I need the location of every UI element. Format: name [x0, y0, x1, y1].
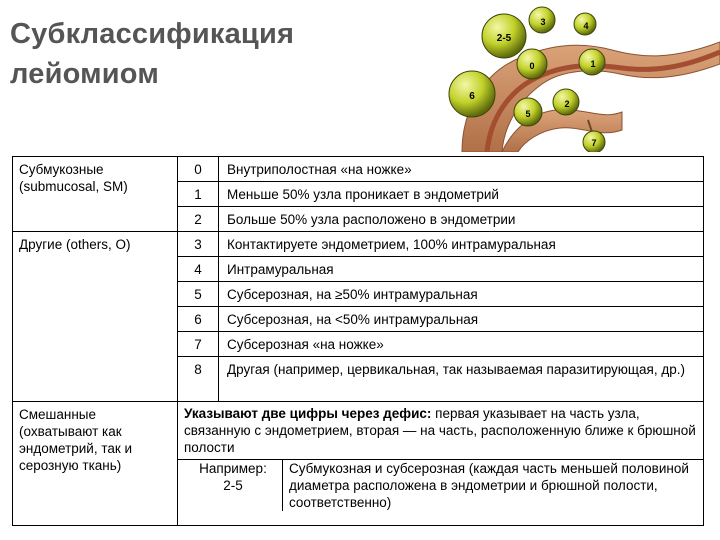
row-code: 0: [178, 157, 219, 182]
example-label: Например:: [199, 461, 267, 476]
node-5: [514, 98, 542, 126]
node-2: [553, 89, 579, 115]
row-code: 5: [178, 282, 219, 307]
table-row: [13, 157, 704, 182]
example-code: 2-5: [223, 478, 243, 493]
node-7: [583, 131, 605, 152]
mixed-cell: [178, 402, 704, 526]
title-line-1: Субклассификация: [10, 18, 295, 50]
row-description: Меньше 50% узла проникает в эндометрий: [219, 182, 704, 207]
node-3: [529, 7, 555, 33]
mixed-instruction-text: первая указывает на часть узла, связанную с эндометрием, вторая — на часть, расположенную ближе к брюшной полости: [184, 406, 696, 455]
node-label-6: 6: [469, 91, 475, 102]
row-description: Интрамуральная: [219, 257, 704, 282]
row-description: Больше 50% узла расположено в эндометрии: [219, 207, 704, 232]
node-1: [579, 49, 605, 75]
node-2-5: [482, 14, 526, 58]
fibroid-location-diagram: [442, 2, 720, 152]
row-code: 8: [178, 357, 219, 402]
node-0: [517, 49, 547, 79]
row-code: 1: [178, 182, 219, 207]
group-mixed: Смешанные (охватывают как эндометрий, так и серозную ткань): [13, 402, 178, 526]
row-description: Контактируете эндометрием, 100% интрамуральная: [219, 232, 704, 257]
node-label-0: 0: [529, 61, 535, 71]
example-row: [178, 460, 703, 512]
group-others: Другие (others, O): [13, 232, 178, 402]
classification-table: [12, 156, 704, 526]
example-text: Субмукозная и субсерозная (каждая часть меньшей половиной диаметра расположена в эндометрии и брюшной полости, соответственно): [283, 460, 704, 512]
node-label-3: 3: [540, 17, 546, 27]
title-line-2: лейомиом: [10, 58, 159, 90]
mixed-instruction: [178, 405, 703, 459]
node-4: [574, 13, 596, 35]
node-label-2: 2: [564, 99, 570, 109]
row-description: Субсерозная, на <50% интрамуральная: [219, 307, 704, 332]
row-code: 4: [178, 257, 219, 282]
table-row-mixed: [13, 402, 704, 526]
row-description: Внутриполостная «на ножке»: [219, 157, 704, 182]
example-label-cell: [178, 460, 283, 512]
row-description: Субсерозная «на ножке»: [219, 332, 704, 357]
node-label-4: 4: [583, 21, 589, 31]
row-code: 6: [178, 307, 219, 332]
mixed-instruction-bold: Указывают две цифры через дефис:: [184, 406, 432, 421]
row-code: 3: [178, 232, 219, 257]
row-code: 2: [178, 207, 219, 232]
group-submucosal: Субмукозные (submucosal, SM): [13, 157, 178, 232]
node-label-1: 1: [590, 59, 596, 69]
row-code: 7: [178, 332, 219, 357]
node-label-7: 7: [591, 138, 597, 148]
row-description: Другая (например, цервикальная, так называемая паразитирующая, др.): [219, 357, 704, 402]
node-label-5: 5: [525, 109, 531, 119]
page-title: [10, 14, 430, 94]
node-label-2-5: 2-5: [496, 33, 512, 44]
node-6: [449, 71, 495, 117]
example-table: [178, 459, 703, 511]
row-description: Субсерозная, на ≥50% интрамуральная: [219, 282, 704, 307]
table-row: [13, 232, 704, 257]
